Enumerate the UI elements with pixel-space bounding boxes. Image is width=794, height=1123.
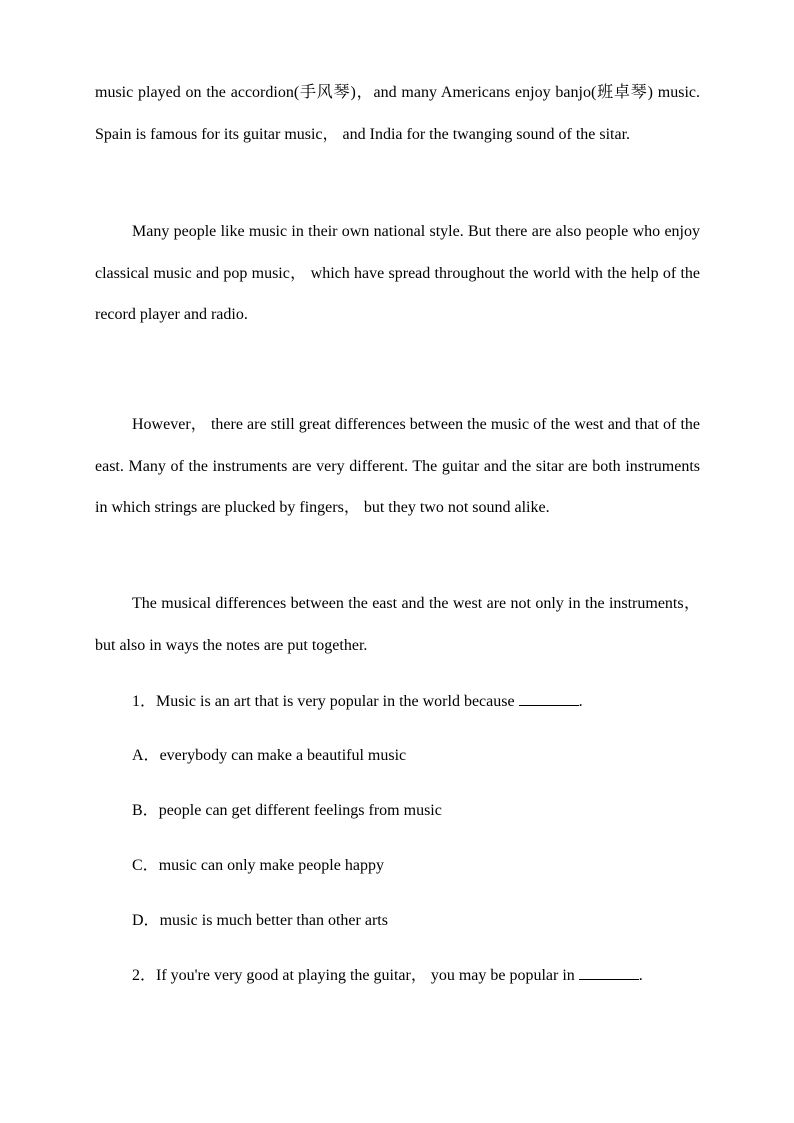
option-d-letter: D．	[132, 912, 160, 929]
question-2-blank	[579, 965, 639, 980]
question-1-option-d	[132, 911, 737, 931]
question-1-option-b	[132, 801, 737, 821]
option-d-text: music is much better than other arts	[159, 912, 388, 929]
question-2	[95, 955, 700, 997]
question-1-stem: Music is an art that is very popular in the world because	[156, 693, 515, 710]
question-1-number: 1．	[132, 693, 157, 710]
paragraph-3: However， there are still great differences between the music of the west and that of the east. Many of the instruments are very different. The guitar and the sitar are both instruments in which strings are plucked by fingers， but they two not sound alike.	[95, 416, 700, 516]
paragraph-2: Many people like music in their own national style. But there are also people who enjoy classical music and pop music， which have spread throughout the world with the help of the record player and radio.	[95, 223, 700, 323]
option-a-text: everybody can make a beautiful music	[159, 747, 407, 764]
question-2-end: .	[638, 967, 643, 984]
question-1-option-a	[132, 746, 737, 766]
question-1	[132, 691, 737, 712]
question-1-option-c	[132, 856, 737, 876]
question-2-number: 2．	[132, 967, 157, 984]
paragraph-4: The musical differences between the east and the west are not only in the instruments，but also in ways the notes are put together.	[95, 595, 700, 654]
option-b-text: people can get different feelings from music	[158, 802, 442, 819]
option-b-letter: B．	[132, 802, 159, 819]
option-a-letter: A．	[132, 747, 160, 764]
paragraph-1: music played on the accordion(手风琴)，and many Americans enjoy banjo(班卓琴) music. Spain is famous for its guitar music， and India for the twanging sound of the sitar.	[95, 84, 700, 143]
question-1-end: .	[578, 693, 583, 710]
option-c-letter: C．	[132, 857, 159, 874]
option-c-text: music can only make people happy	[158, 857, 384, 874]
question-2-stem: If you're very good at playing the guitar， you may be popular in	[156, 967, 575, 984]
question-1-blank	[519, 691, 579, 706]
